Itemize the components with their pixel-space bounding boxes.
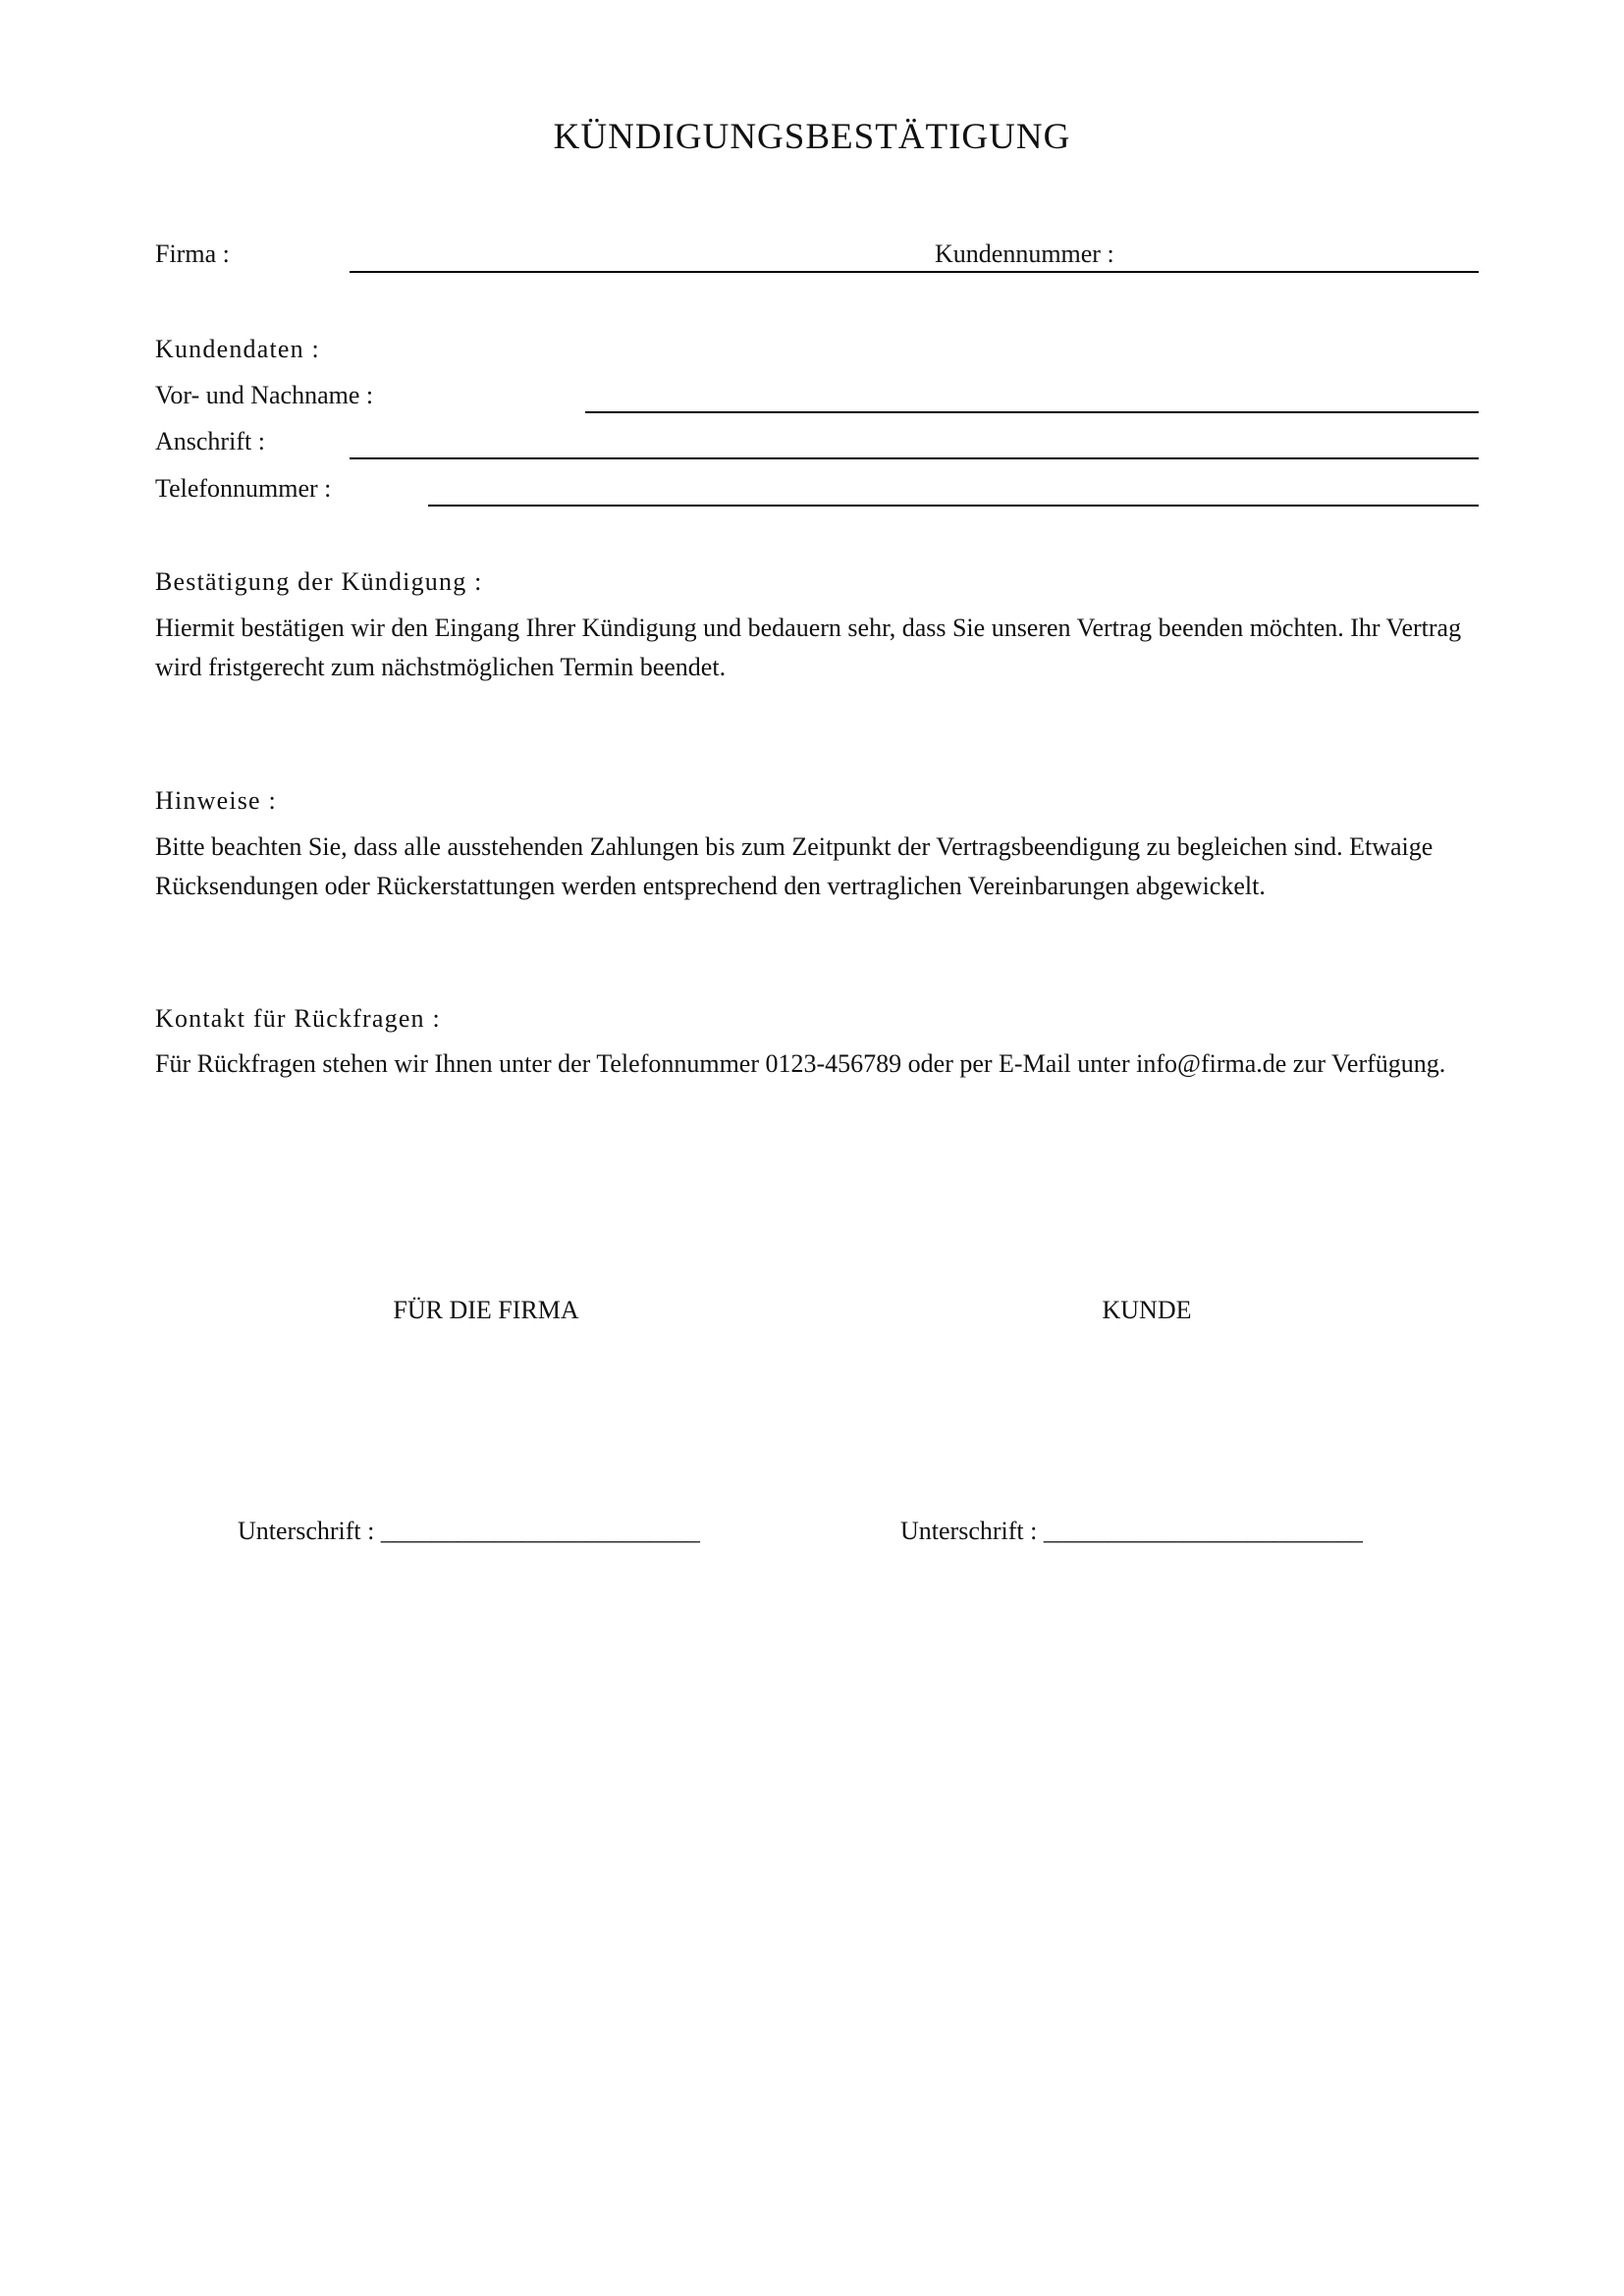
- name-label: Vor- und Nachname :: [155, 381, 374, 409]
- notes-text: Bitte beachten Sie, dass alle ausstehenden Zahlungen bis zum Zeitpunkt der Vertragsbeendigung zu begleichen sind. Etwaige Rücksendungen oder Rückerstattungen werden entsprechend den vertraglichen Vereinbarungen abgewickelt.: [155, 832, 1434, 900]
- confirmation-text: Hiermit bestätigen wir den Eingang Ihrer Kündigung und bedauern sehr, dass Sie unseren Vertrag beenden möchten. Ihr Vertrag wird fristgerecht zum nächstmöglichen Termin beendet.: [155, 614, 1462, 681]
- customer-signature-line: Unterschrift : _________________________: [900, 1517, 1363, 1545]
- notes-heading: Hinweise :: [155, 786, 277, 815]
- confirmation-heading: Bestätigung der Kündigung :: [155, 567, 483, 596]
- customer-data-heading: Kundendaten :: [155, 335, 320, 363]
- company-label: Firma :: [155, 240, 230, 268]
- customer-number-label: Kundennummer :: [935, 240, 1114, 268]
- customer-signature-heading: KUNDE: [1102, 1296, 1192, 1324]
- phone-label: Telefonnummer :: [155, 474, 332, 503]
- address-label: Anschrift :: [155, 427, 265, 455]
- document-title: KÜNDIGUNGSBESTÄTIGUNG: [553, 117, 1071, 157]
- company-signature-heading: FÜR DIE FIRMA: [393, 1296, 579, 1324]
- contact-heading: Kontakt für Rückfragen :: [155, 1004, 441, 1033]
- name-field-line: [585, 411, 1479, 413]
- company-and-customer-number-field-line: [350, 271, 1479, 273]
- address-field-line: [350, 457, 1479, 459]
- company-signature-line: Unterschrift : _________________________: [238, 1517, 700, 1545]
- contact-text: Für Rückfragen stehen wir Ihnen unter der Telefonnummer 0123-456789 oder per E-Mail unter info@firma.de zur Verfügung.: [155, 1049, 1446, 1078]
- phone-field-line: [428, 505, 1479, 507]
